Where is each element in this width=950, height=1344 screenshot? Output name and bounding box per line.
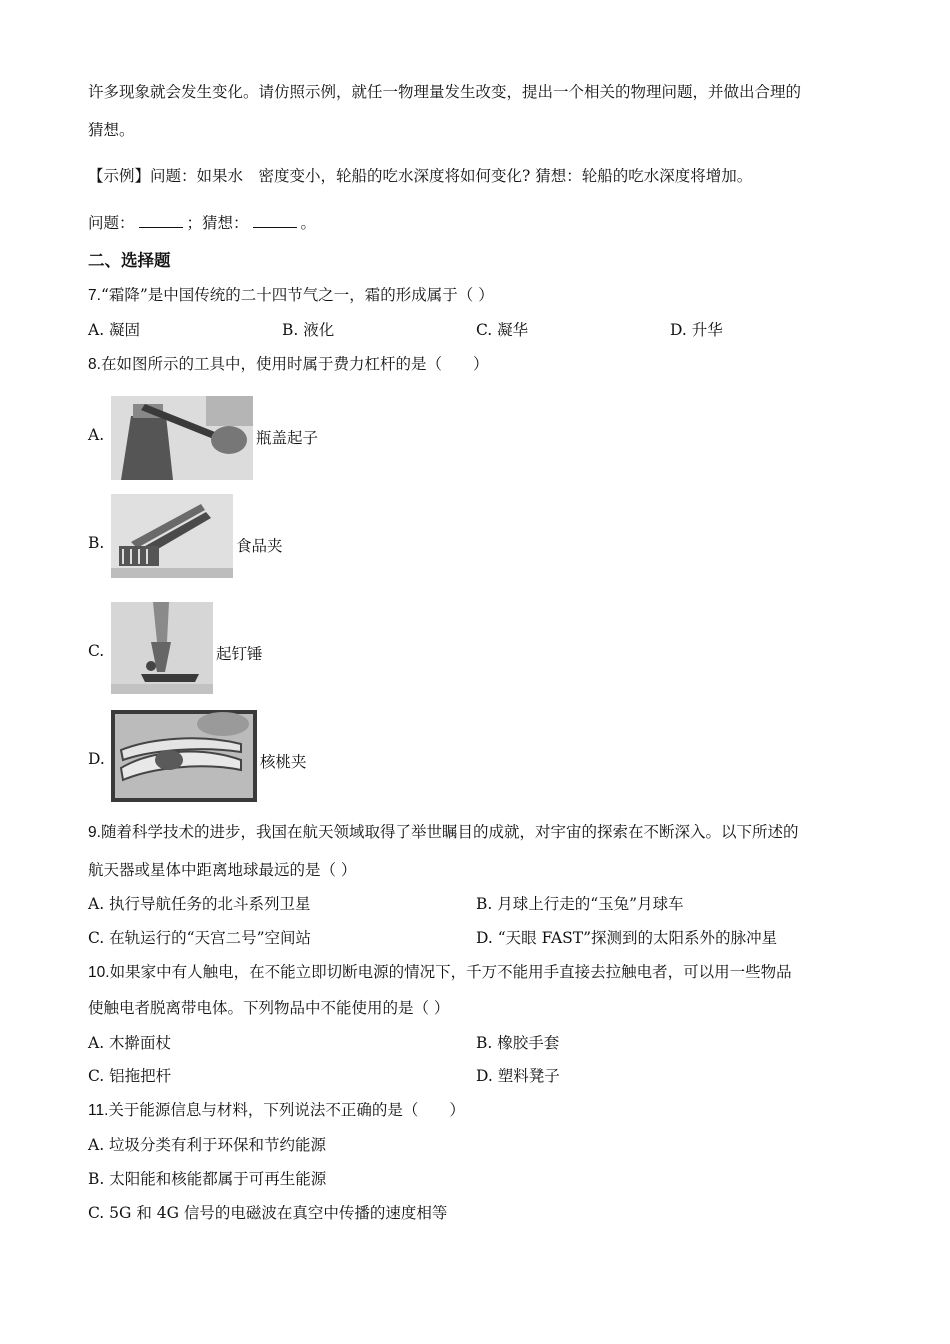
- q10-number: 10.: [88, 964, 110, 981]
- q11-stem: [88, 1098, 465, 1120]
- q10-option-d[interactable]: D. 塑料凳子: [476, 1067, 560, 1085]
- q8-number: 8.: [88, 356, 101, 373]
- claw-hammer-photo: [111, 602, 213, 694]
- q9-stem-line-1: [88, 820, 798, 842]
- q7-number: 7.: [88, 287, 101, 304]
- q9-option-a[interactable]: A. 执行导航任务的北斗系列卫星: [88, 895, 311, 913]
- q10-stem-line-2: 使触电者脱离带电体。下列物品中不能使用的是（ ）: [88, 999, 450, 1017]
- q7-stem: [88, 283, 494, 305]
- nutcracker-photo: [111, 710, 257, 802]
- q11-option-b[interactable]: B. 太阳能和核能都属于可再生能源: [88, 1170, 327, 1188]
- q8-option-c-caption: 起钉锤: [216, 645, 263, 663]
- q7-option-c[interactable]: C. 凝华: [476, 321, 529, 339]
- q9-option-c[interactable]: C. 在轨运行的“天宫二号”空间站: [88, 929, 312, 947]
- q9-number: 9.: [88, 824, 101, 841]
- q9-stem-line-2: 航天器或星体中距离地球最远的是（ ）: [88, 861, 357, 879]
- q8-option-b-letter[interactable]: B.: [88, 534, 105, 552]
- example-text: 【示例】问题：如果水 密度变小，轮船的吃水深度将如何变化? 猜想：轮船的吃水深度将增加。: [88, 167, 753, 185]
- food-tongs-photo: [111, 494, 233, 578]
- q9-option-b[interactable]: B. 月球上行走的“玉兔”月球车: [476, 895, 684, 913]
- q11-option-c[interactable]: C. 5G 和 4G 信号的电磁波在真空中传播的速度相等: [88, 1204, 448, 1222]
- section-title: 二、选择题: [88, 251, 171, 270]
- question-blank[interactable]: [139, 213, 183, 228]
- q10-option-b[interactable]: B. 橡胶手套: [476, 1034, 560, 1052]
- intro-line-1: 许多现象就会发生变化。请仿照示例，就任一物理量发生改变，提出一个相关的物理问题，并做出合理的: [88, 83, 802, 101]
- q9-text-1: 随着科学技术的进步，我国在航天领域取得了举世瞩目的成就，对宇宙的探索在不断深入。以下所述的: [100, 823, 799, 841]
- q8-option-d-letter[interactable]: D.: [88, 750, 105, 768]
- intro-line-2: 猜想。: [88, 121, 135, 139]
- q8-option-b-caption: 食品夹: [236, 537, 283, 555]
- answer-line: [88, 211, 316, 233]
- q8-text: 在如图所示的工具中，使用时属于费力杠杆的是（ ）: [100, 355, 489, 373]
- q8-stem: [88, 352, 488, 374]
- answer-end: 。: [300, 214, 317, 232]
- q7-text: “霜降”是中国传统的二十四节气之一，霜的形成属于（ ）: [100, 286, 494, 304]
- q10-option-a[interactable]: A. 木擀面杖: [88, 1034, 172, 1052]
- answer-guess-label: ；猜想：: [186, 214, 249, 232]
- q8-option-c-letter[interactable]: C.: [88, 642, 105, 660]
- q7-option-a[interactable]: A. 凝固: [88, 321, 141, 339]
- q8-option-a-letter[interactable]: A.: [88, 426, 105, 444]
- q7-option-b[interactable]: B. 液化: [282, 321, 335, 339]
- q7-option-d[interactable]: D. 升华: [670, 321, 723, 339]
- q11-option-a[interactable]: A. 垃圾分类有利于环保和节约能源: [88, 1136, 327, 1154]
- q9-option-d[interactable]: D. “天眼 FAST”探测到的太阳系外的脉冲星: [476, 929, 778, 947]
- answer-question-label: 问题：: [88, 214, 135, 232]
- q10-stem-line-1: [88, 960, 792, 982]
- q8-option-d-caption: 核桃夹: [260, 753, 307, 771]
- q10-text-1: 如果家中有人触电，在不能立即切断电源的情况下，千万不能用手直接去拉触电者，可以用一些物品: [109, 963, 792, 981]
- q11-text: 关于能源信息与材料，下列说法不正确的是（ ）: [108, 1101, 465, 1119]
- q10-option-c[interactable]: C. 铝拖把杆: [88, 1067, 172, 1085]
- bottle-opener-photo: [111, 396, 253, 480]
- guess-blank[interactable]: [253, 213, 297, 228]
- q8-option-a-caption: 瓶盖起子: [256, 429, 319, 447]
- q11-number: 11.: [88, 1102, 109, 1119]
